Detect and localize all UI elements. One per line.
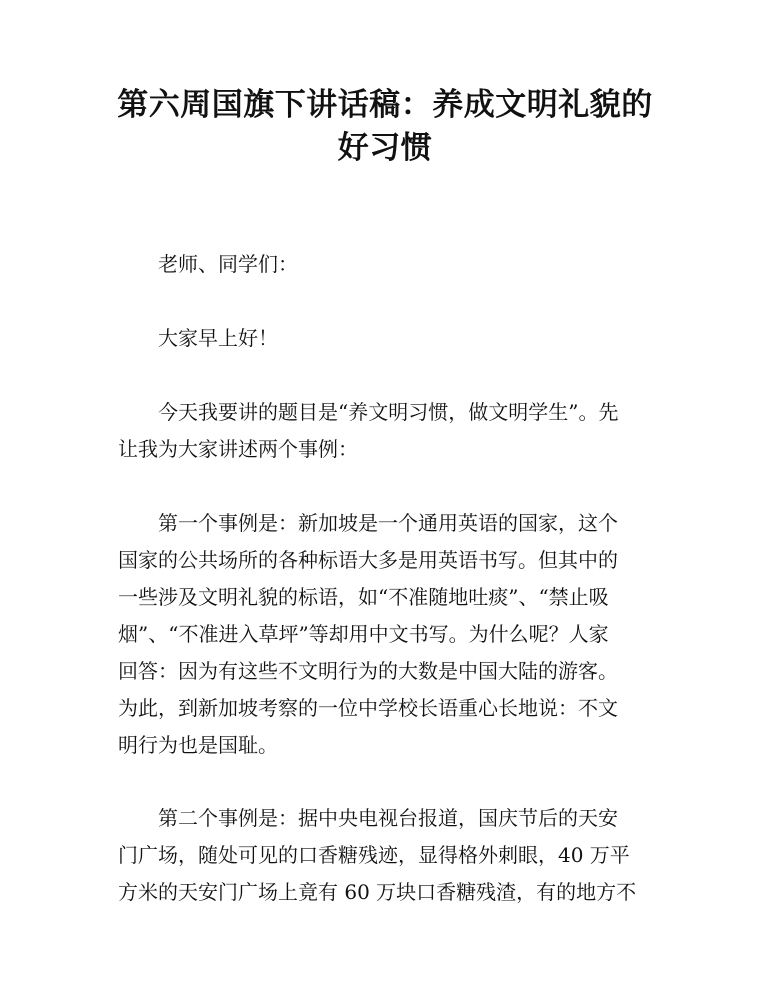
paragraph-line: 大家早上好！: [158, 326, 278, 350]
paragraph-line: 国家的公共场所的各种标语大多是用英语书写。但其中的: [118, 548, 618, 572]
document-title: [100, 84, 670, 170]
paragraph-line: 老师、同学们：: [158, 252, 298, 276]
paragraph-line: 方米的天安门广场上竟有 60 万块口香糖残渣，有的地方不: [118, 880, 637, 904]
greeting-paragraph: [118, 246, 642, 283]
paragraph-line: 为此，到新加坡考察的一位中学校长语重心长地说：不文: [118, 696, 618, 720]
paragraph-line: 回答：因为有这些不文明行为的大数是中国大陆的游客。: [118, 659, 618, 683]
paragraph-line: 明行为也是国耻。: [118, 733, 278, 757]
paragraph-line: 今天我要讲的题目是“养文明习惯，做文明学生”。先: [158, 400, 619, 424]
paragraph-line: 一些涉及文明礼貌的标语，如“不准随地吐痰”、“禁止吸: [118, 585, 609, 609]
paragraph-line: 第二个事例是：据中央电视台报道，国庆节后的天安: [158, 806, 618, 830]
topic-paragraph: [118, 394, 642, 468]
paragraph-line: 让我为大家讲述两个事例：: [118, 437, 358, 461]
title-line: 第六周国旗下讲话稿：养成文明礼貌的: [117, 87, 653, 123]
paragraph-line: 门广场，随处可见的口香糖残迹，显得格外刺眼，40 万平: [118, 843, 630, 867]
example-two-paragraph: [118, 800, 642, 911]
morning-paragraph: [118, 320, 642, 357]
title-line: 好习惯: [337, 130, 433, 166]
paragraph-line: 第一个事例是：新加坡是一个通用英语的国家，这个: [158, 511, 618, 535]
paragraph-line: 烟”、“不准进入草坪”等却用中文书写。为什么呢？人家: [118, 622, 609, 646]
example-one-paragraph: [118, 505, 642, 764]
